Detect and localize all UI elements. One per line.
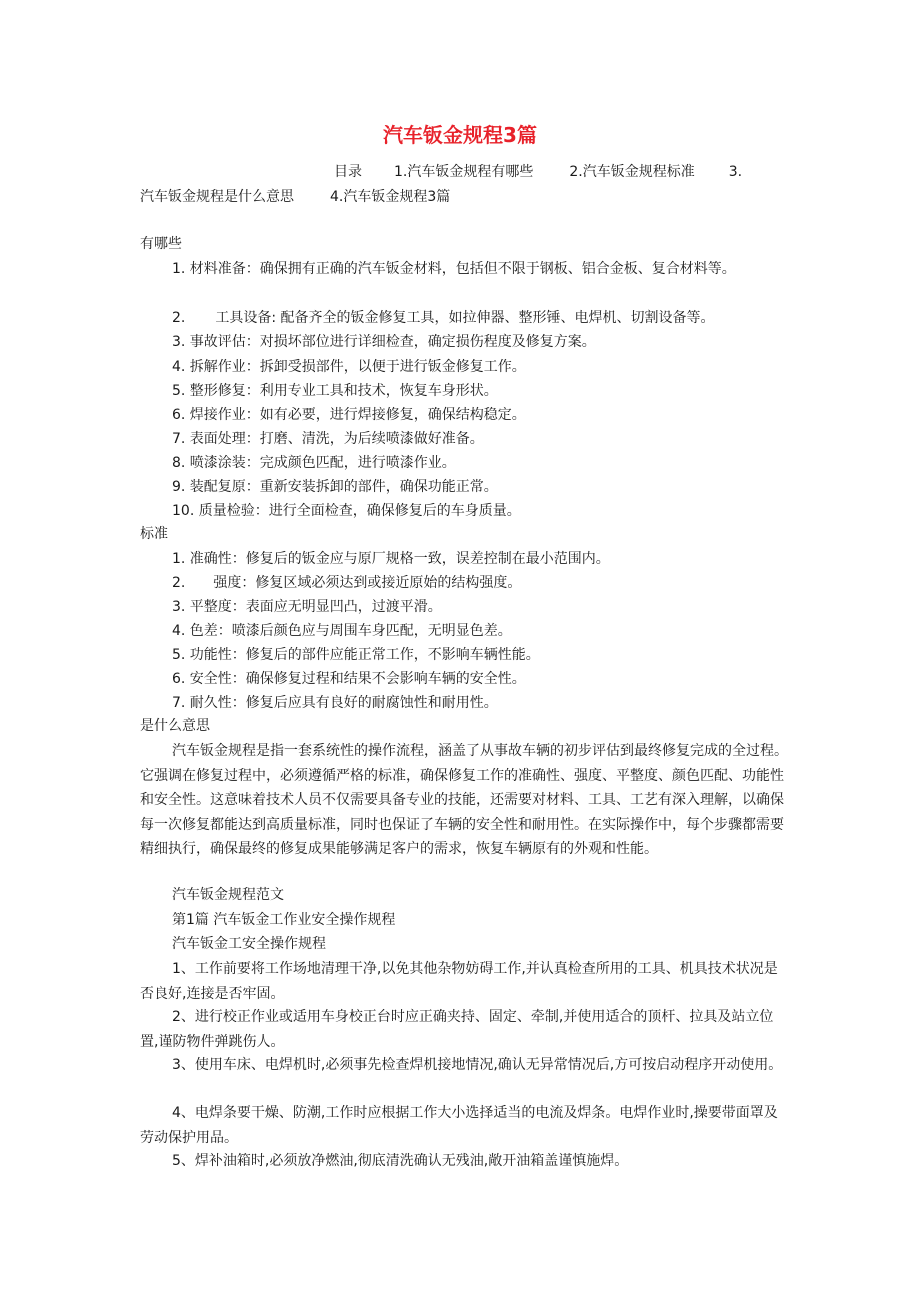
- toc-label: 目录: [334, 164, 362, 180]
- sample-article-title: 第1篇 汽车钣金工作业安全操作规程: [172, 912, 396, 928]
- table-of-contents: [334, 160, 742, 184]
- what-item-10: 10. 质量检验：进行全面检查，确保修复后的车身质量。: [172, 503, 521, 519]
- sample-paragraph-4: 4、电焊条要干燥、防潮,工作时应根据工作大小选择适当的电流及焊条。电焊作业时,操要带面罩及劳动保护用品。: [140, 1105, 778, 1146]
- meaning-paragraph: 汽车钣金规程是指一套系统性的操作流程，涵盖了从事故车辆的初步评估到最终修复完成的全过程。它强调在修复过程中，必须遵循严格的标准，确保修复工作的准确性、强度、平整度、颜色匹配、功能性和安全性。这意味着技术人员不仅需要具备专业的技能，还需要对材料、工具、工艺有深入理解，以确保每一次修复都能达到高质量标准，同时也保证了车辆的安全性和耐用性。在实际操作中，每个步骤都需要精细执行，确保最终的修复成果能够满足客户的需求，恢复车辆原有的外观和性能。: [140, 743, 788, 857]
- standard-item-5: 5. 功能性：修复后的部件应能正常工作，不影响车辆性能。: [172, 647, 540, 663]
- sample-paragraph-3: 3、使用车床、电焊机时,必须事先检查焊机接地情况,确认无异常情况后,方可按启动程序开动使用。: [172, 1057, 783, 1073]
- toc-item-3: 汽车钣金规程是什么意思: [140, 189, 294, 205]
- section-heading-what: 有哪些: [140, 236, 182, 252]
- section-heading-standard: 标准: [140, 526, 168, 542]
- what-item-5: 5. 整形修复：利用专业工具和技术，恢复车身形状。: [172, 383, 498, 399]
- section-heading-meaning: 是什么意思: [140, 718, 210, 734]
- what-item-7: 7. 表面处理：打磨、清洗，为后续喷漆做好准备。: [172, 431, 484, 447]
- standard-item-1: 1. 准确性：修复后的钣金应与原厂规格一致，误差控制在最小范围内。: [172, 551, 610, 567]
- toc-item-3-number: 3.: [728, 164, 743, 180]
- standard-item-2: 2. 强度：修复区域必须达到或接近原始的结构强度。: [172, 575, 522, 591]
- what-item-8: 8. 喷漆涂装：完成颜色匹配，进行喷漆作业。: [172, 455, 456, 471]
- sample-paragraph-2: 2、进行校正作业或适用车身校正台时应正确夹持、固定、牵制,并使用适合的顶杆、拉具及站立位置,谨防物件弹跳伤人。: [140, 1009, 774, 1050]
- what-item-4: 4. 拆解作业：拆卸受损部件，以便于进行钣金修复工作。: [172, 359, 526, 375]
- what-item-3: 3. 事故评估：对损坏部位进行详细检查，确定损伤程度及修复方案。: [172, 334, 596, 350]
- standard-item-3: 3. 平整度：表面应无明显凹凸，过渡平滑。: [172, 599, 442, 615]
- sample-subtitle: 汽车钣金工安全操作规程: [172, 936, 326, 952]
- what-item-1: 1. 材料准备：确保拥有正确的汽车钣金材料，包括但不限于钢板、铝合金板、复合材料等。: [172, 261, 736, 277]
- what-item-6: 6. 焊接作业：如有必要，进行焊接修复，确保结构稳定。: [172, 407, 526, 423]
- standard-item-4: 4. 色差：喷漆后颜色应与周围车身匹配，无明显色差。: [172, 623, 512, 639]
- what-item-9: 9. 装配复原：重新安装拆卸的部件，确保功能正常。: [172, 479, 498, 495]
- document-title: 汽车钣金规程3篇: [383, 123, 537, 147]
- sample-heading: 汽车钣金规程范文: [172, 887, 284, 903]
- table-of-contents-line-2: [140, 185, 450, 209]
- standard-item-6: 6. 安全性：确保修复过程和结果不会影响车辆的安全性。: [172, 671, 526, 687]
- toc-item-1: 1.汽车钣金规程有哪些: [394, 164, 534, 180]
- toc-item-4: 4.汽车钣金规程3篇: [330, 189, 451, 205]
- standard-item-7: 7. 耐久性：修复后应具有良好的耐腐蚀性和耐用性。: [172, 695, 498, 711]
- toc-item-2: 2.汽车钣金规程标准: [569, 164, 695, 180]
- sample-paragraph-1: 1、工作前要将工作场地清理干净,以免其他杂物妨碍工作,并认真检查所用的工具、机具技术状况是否良好,连接是否牢固。: [140, 961, 778, 1002]
- sample-paragraph-5: 5、焊补油箱时,必须放净燃油,彻底清洗确认无残油,敞开油箱盖谨慎施焊。: [172, 1153, 629, 1169]
- what-item-2: 2. 工具设备: 配备齐全的钣金修复工具，如拉伸器、整形锤、电焊机、切割设备等。: [172, 310, 715, 326]
